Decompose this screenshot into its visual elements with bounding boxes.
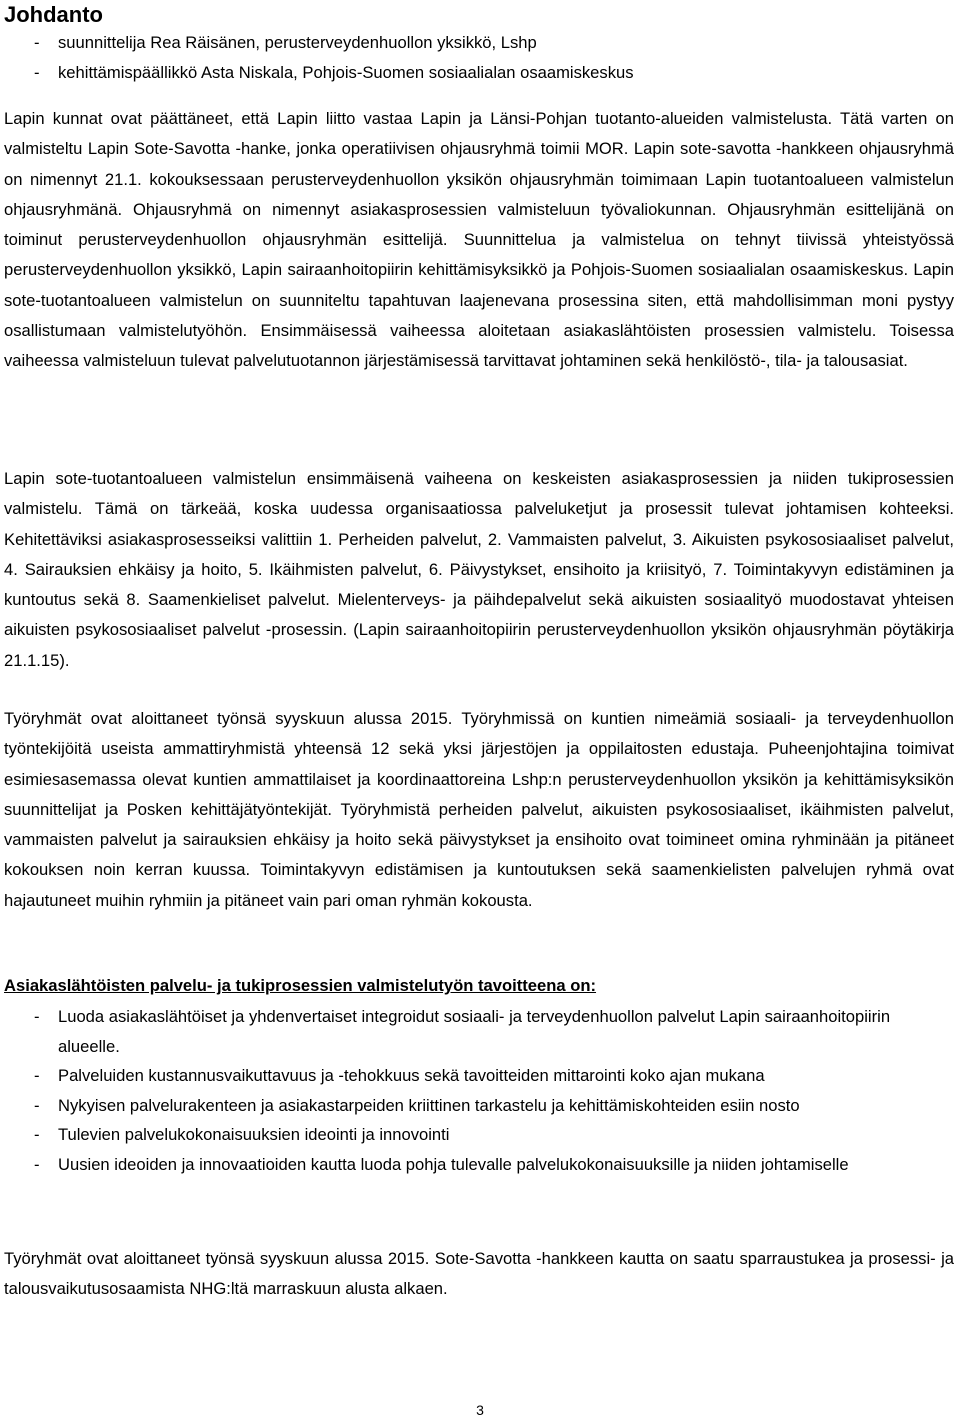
list-item-text: Uusien ideoiden ja innovaatioiden kautta luoda pohja tulevalle palvelukokonaisuuksille ja niiden johtamiselle bbox=[58, 1154, 849, 1174]
paragraph: Työryhmät ovat aloittaneet työnsä syyskuun alussa 2015. Sote-Savotta -hankkeen kautta on saatu sparraustukea ja prosessi- ja talousvaikutusosaamista NHG:ltä marraskuun alusta alkaen. bbox=[4, 1249, 954, 1299]
paragraph: Lapin sote-tuotantoalueen valmistelun ensimmäisenä vaiheena on keskeisten asiakasprosessien ja niiden tukiprosessien valmistelu. Tämä on tärkeää, koska uudessa organisaatiossa palveluketjut ja prosessit tulevat johtamisen kohteeksi. Kehitettäviksi asiakasprosesseiksi valittiin 1. Perheiden palvelut, 2. Vammaisten palvelut, 3. Aikuisten psykososiaaliset palvelut, 4. Sairauksien ehkäisy ja hoito, 5. Ikäihmisten palvelut, 6. Päivystykset, ensihoito ja kriisityö, 7. Toimintakyvyn edistäminen ja kuntoutus sekä 8. Saamenkieliset palvelut. Mielenterveys- ja päihdepalvelut sekä aikuisten sosiaalityö muodostavat yhteisen aikuisten psykososiaaliset palvelut -prosessin. (Lapin sairaanhoitopiirin perusterveydenhuollon yksikön ohjausryhmän pöytäkirja 21.1.15). bbox=[4, 469, 954, 670]
list-item bbox=[0, 1091, 950, 1121]
list-item bbox=[0, 1120, 950, 1150]
list-item-text: Luoda asiakaslähtöiset ja yhdenvertaiset integroidut sosiaali- ja terveydenhuollon palvelut Lapin sairaanhoitopiirin alueelle. bbox=[58, 1007, 891, 1056]
dash-marker: - bbox=[34, 1154, 40, 1174]
dash-marker: - bbox=[34, 1066, 40, 1086]
list-item bbox=[0, 28, 940, 58]
section-heading: Asiakaslähtöisten palvelu- ja tukiprosessien valmistelutyön tavoitteena on: bbox=[4, 976, 597, 995]
list-item-text: Nykyisen palvelurakenteen ja asiakastarpeiden kriittinen tarkastelu ja kehittämiskohteiden esiin nosto bbox=[58, 1095, 800, 1115]
dash-marker: - bbox=[34, 33, 40, 52]
author-list bbox=[0, 28, 940, 87]
list-item bbox=[0, 1061, 950, 1091]
list-item-text: Palveluiden kustannusvaikuttavuus ja -tehokkuus sekä tavoitteiden mittarointi koko ajan mukana bbox=[58, 1066, 765, 1086]
list-item bbox=[0, 1002, 950, 1061]
paragraph: Työryhmät ovat aloittaneet työnsä syyskuun alussa 2015. Työryhmissä on kuntien nimeämiä sosiaali- ja terveydenhuollon työntekijöitä useista ammattiryhmistä yhteensä 12 sekä yksi järjestöjen ja oppilaitosten edustaja. Puheenjohtajina toimivat esimiesasemassa olevat kuntien ammattilaiset ja koordinaattoreina Lshp:n perusterveydenhuollon yksikön ja kehittämisyksikön suunnittelijat ja Posken kehittäjätyöntekijät. Työryhmistä perheiden palvelut, aikuisten psykososiaaliset, ikäihmisten palvelut, vammaisten palvelut ja sairauksien ehkäisy ja hoito sekä päivystykset ja ensihoito ovat toimineet omina ryhminään ja pitäneet kokouksen noin kerran kuussa. Toimintakyvyn edistämisen ja kuntoutuksen sekä saamenkielisten palvelujen ryhmä ovat hajautuneet muihin ryhmiin ja pitäneet vain pari oman ryhmän kokousta. bbox=[4, 709, 954, 910]
page-number: 3 bbox=[476, 1402, 484, 1418]
list-item-text: kehittämispäällikkö Asta Niskala, Pohjois-Suomen sosiaalialan osaamiskeskus bbox=[58, 62, 634, 82]
list-item-text: suunnittelija Rea Räisänen, perusterveydenhuollon yksikkö, Lshp bbox=[58, 33, 537, 52]
goals-list bbox=[0, 1002, 950, 1180]
paragraph: Lapin kunnat ovat päättäneet, että Lapin liitto vastaa Lapin ja Länsi-Pohjan tuotanto-alueiden valmistelusta. Tätä varten on valmisteltu Lapin Sote-Savotta -hanke, jonka operatiivisen ohjausryhmä toimii MOR. Lapin sote-savotta -hankkeen ohjausryhmä on nimennyt 21.1. kokouksessaan perusterveydenhuollon yksikön ohjausryhmän toimimaan Lapin tuotantoalueen valmistelun ohjausryhmänä. Ohjausryhmä on nimennyt asiakasprosessien valmisteluun työvaliokunnan. Ohjausryhmän esittelijänä on toiminut perusterveydenhuollon ohjausryhmän esittelijä. Suunnittelua ja valmistelua on tehnyt tiivissä yhteistyössä perusterveydenhuollon yksikkö, Lapin sairaanhoitopiirin kehittämisyksikkö ja Pohjois-Suomen sosiaalialan osaamiskeskus. Lapin sote-tuotantoalueen valmistelun on suunniteltu tapahtuvan laajenevana prosessina siten, että mahdollisimman moni pystyy osallistumaan valmistelutyöhön. Ensimmäisessä vaiheessa aloitetaan asiakaslähtöisten prosessien valmistelu. Toisessa vaiheessa valmisteluun tulevat palvelutuotannon järjestämisessä tarvittavat johtaminen sekä henkilöstö-, tila- ja talousasiat. bbox=[4, 109, 954, 371]
dash-marker: - bbox=[34, 62, 40, 82]
dash-marker: - bbox=[34, 1125, 40, 1145]
page-title: Johdanto bbox=[4, 2, 103, 27]
list-item bbox=[0, 1150, 950, 1180]
list-item bbox=[0, 58, 940, 88]
list-item-text: Tulevien palvelukokonaisuuksien ideointi ja innovointi bbox=[58, 1125, 450, 1145]
dash-marker: - bbox=[34, 1095, 40, 1115]
dash-marker: - bbox=[34, 1007, 40, 1026]
